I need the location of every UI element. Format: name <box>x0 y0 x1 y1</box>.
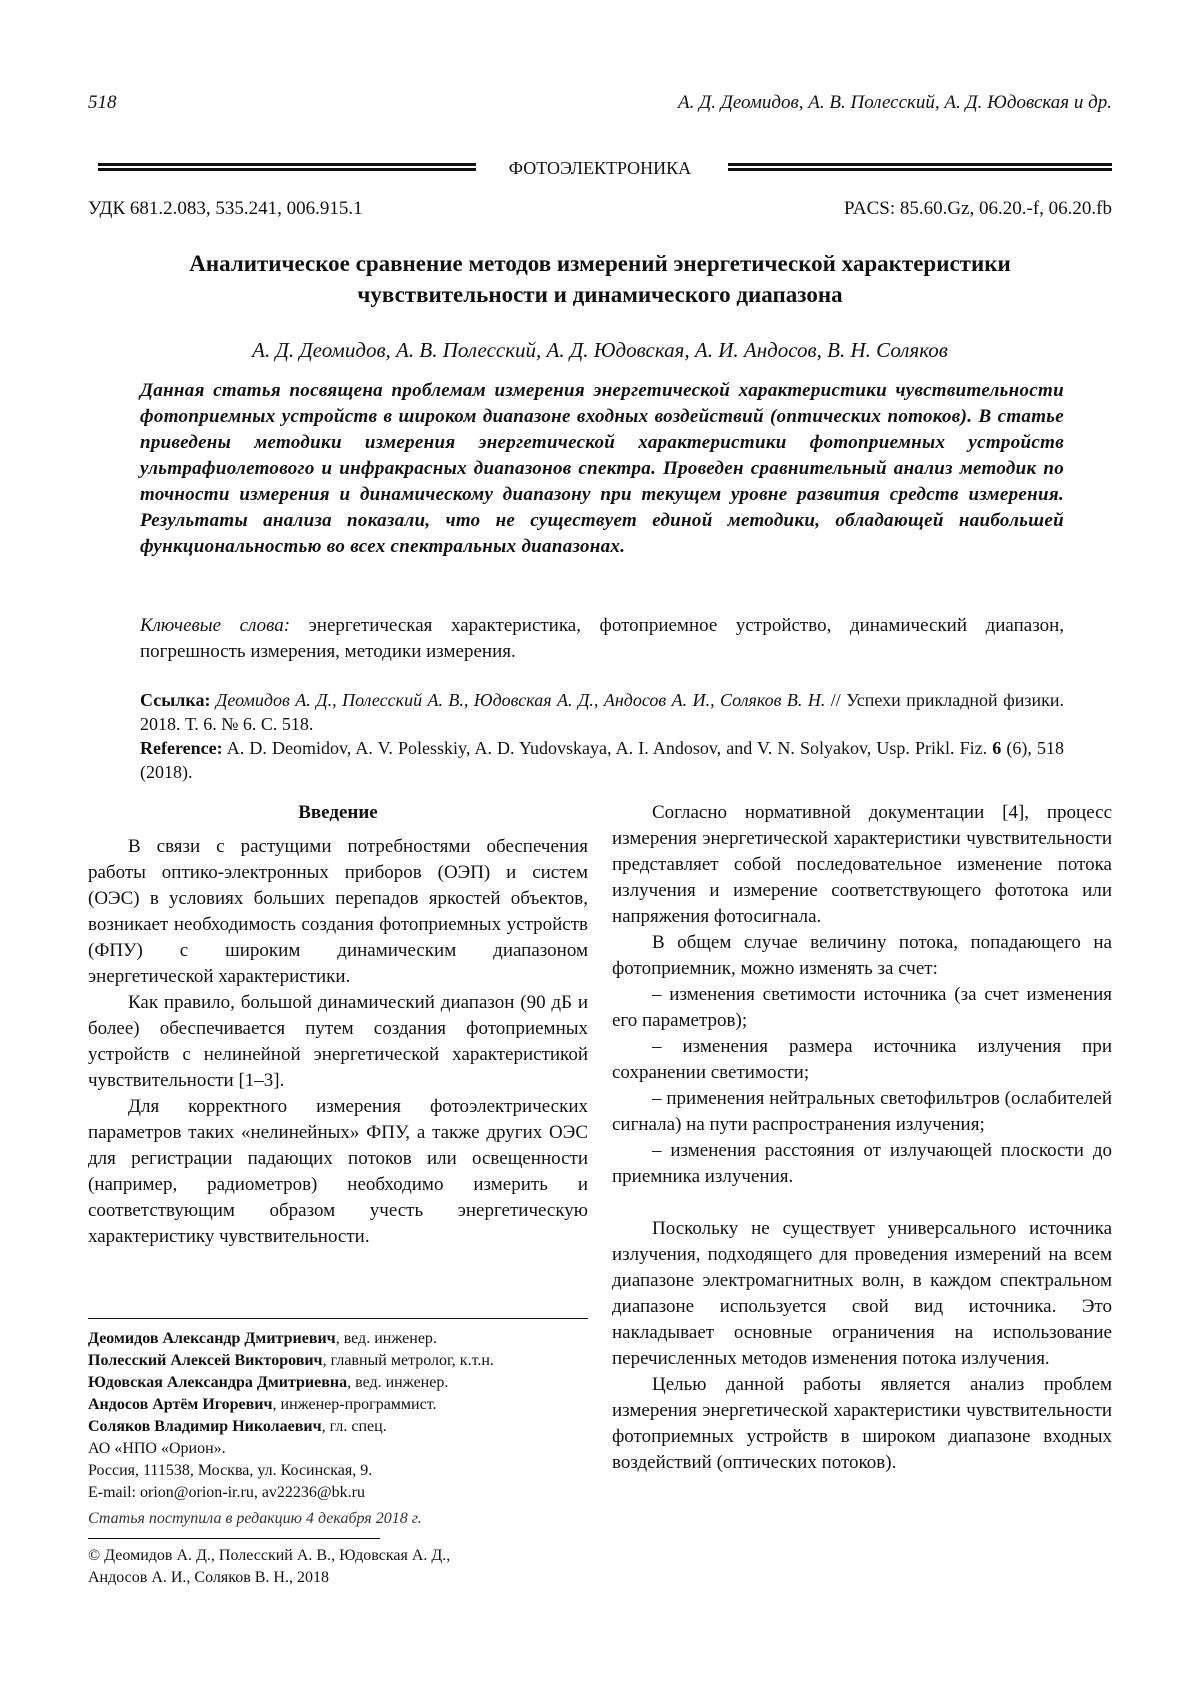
section-title: ФОТОЭЛЕКТРОНИКА <box>0 158 1200 179</box>
citation-ru-authors: Деомидов А. Д., Полесский А. В., Юдовская А. Д., Андосов А. И., Соляков В. Н. <box>210 690 825 710</box>
paragraph: Как правило, большой динамический диапазон (90 дБ и более) обеспечивается путем создания фотоприемных устройств с нелинейной энергетической характеристикой чувствительности [1–3]. <box>88 990 588 1094</box>
abstract: Данная статья посвящена проблемам измерения энергетической характеристики чувствительности фотоприемных устройств в широком диапазоне входных воздействий (оптических потоков). В статье приведены методики измерения энергетической характеристики фотоприемных устройств ультрафиолетового и инфракрасных диапазонов спектра. Проведен сравнительный анализ методик по точности измерения и динамическому диапазону при текущем уровне развития средств измерения. Результаты анализа показали, что не существует единой методики, обладающей наибольшей функциональностью во всех спектральных диапазонах. <box>140 378 1064 560</box>
author-role: , гл. спец. <box>322 1418 387 1435</box>
page-number: 518 <box>88 92 117 114</box>
author-name: Андосов Артём Игоревич <box>88 1396 273 1413</box>
keywords <box>140 613 1064 665</box>
author-role: , вед. инженер. <box>336 1330 437 1347</box>
list-item: – изменения размера источника излучения при сохранении светимости; <box>612 1034 1112 1086</box>
paragraph: Согласно нормативной документации [4], процесс измерения энергетической характеристики чувствительности представляет собой последовательное изменение потока излучения и измерение соответствующего фототока или напряжения фотосигнала. <box>612 800 1112 930</box>
paper-title: Аналитическое сравнение методов измерений энергетической характеристики чувствительности и динамического диапазона <box>100 248 1100 310</box>
author-name: Юдовская Александра Дмитриевна <box>88 1374 347 1391</box>
author-name: Деомидов Александр Дмитриевич <box>88 1330 336 1347</box>
right-column <box>612 800 1112 1476</box>
udk-code: УДК 681.2.083, 535.241, 006.915.1 <box>88 198 363 220</box>
citation-ru-source: // Успехи прикладной физики. 2018. Т. 6. № 6. С. 518. <box>140 690 1064 734</box>
paragraph: В общем случае величину потока, попадающего на фотоприемник, можно изменять за счет: <box>612 930 1112 982</box>
keywords-text: энергетическая характеристика, фотоприемное устройство, динамический диапазон, погрешность измерения, методики измерения. <box>140 615 1064 662</box>
citation-en-volume: 6 <box>992 738 1001 758</box>
intro-heading: Введение <box>88 800 588 826</box>
paragraph: В связи с растущими потребностями обеспечения работы оптико-электронных приборов (ОЭП) и систем (ОЭС) в условиях больших перепадов яркостей объектов, возникает необходимость создания фотоприемных устройств (ФПУ) с широким динамическим диапазоном энергетической характеристики. <box>88 834 588 990</box>
running-header-authors: А. Д. Деомидов, А. В. Полесский, А. Д. Юдовская и др. <box>678 92 1112 114</box>
author-affiliations <box>88 1328 598 1589</box>
citation-en-label: Reference: <box>140 738 223 758</box>
paragraph: Для корректного измерения фотоэлектрических параметров таких «нелинейных» ФПУ, а также других ОЭС для регистрации падающих потоков или освещенности (например, радиометров) необходимо измерить и соответствующим образом учесть энергетическую характеристику чувствительности. <box>88 1094 588 1250</box>
left-column <box>88 800 588 1250</box>
copyright-rule <box>88 1538 380 1539</box>
list-item: – изменения светимости источника (за счет изменения его параметров); <box>612 982 1112 1034</box>
address: Россия, 111538, Москва, ул. Косинская, 9. <box>88 1460 598 1482</box>
author-name: Полесский Алексей Викторович <box>88 1352 323 1369</box>
footnote-rule <box>88 1318 588 1319</box>
citation-en-text: A. D. Deomidov, A. V. Polesskiy, A. D. Yudovskaya, A. I. Andosov, and V. N. Solyakov, Usp. Prikl. Fiz. <box>223 738 993 758</box>
author-name: Соляков Владимир Николаевич <box>88 1418 322 1435</box>
author-role: , вед. инженер. <box>347 1374 448 1391</box>
paragraph: Поскольку не существует универсального источника излучения, подходящего для проведения измерений на всем диапазоне электромагнитных волн, в каждом спектральном диапазоне используется свой вид источника. Это накладывает основные ограничения на использование перечисленных методов изменения потока излучения. <box>612 1216 1112 1372</box>
author-role: , главный метролог, к.т.н. <box>323 1352 494 1369</box>
citation-ru-label: Ссылка: <box>140 690 210 710</box>
citation <box>140 688 1064 784</box>
copyright-line: Андосов А. И., Соляков В. Н., 2018 <box>88 1567 598 1589</box>
paragraph: Целью данной работы является анализ проблем измерения энергетической характеристики чувствительности фотоприемных устройств в широком диапазоне входных воздействий (оптических потоков). <box>612 1372 1112 1476</box>
received-date: Статья поступила в редакцию 4 декабря 2018 г. <box>88 1508 598 1530</box>
keywords-label: Ключевые слова: <box>140 615 290 636</box>
list-item: – изменения расстояния от излучающей плоскости до приемника излучения. <box>612 1138 1112 1190</box>
pacs-code: PACS: 85.60.Gz, 06.20.-f, 06.20.fb <box>844 198 1112 220</box>
email: E-mail: orion@orion-ir.ru, av22236@bk.ru <box>88 1482 598 1504</box>
section-rule-right <box>728 163 1112 171</box>
list-item: – применения нейтральных светофильтров (ослабителей сигнала) на пути распространения излучения; <box>612 1086 1112 1138</box>
citation-en-rest: (6), 518 (2018). <box>140 738 1064 782</box>
author-role: , инженер-программист. <box>273 1396 437 1413</box>
organization: АО «НПО «Орион». <box>88 1438 598 1460</box>
paper-authors: А. Д. Деомидов, А. В. Полесский, А. Д. Юдовская, А. И. Андосов, В. Н. Соляков <box>100 338 1100 363</box>
copyright-line: © Деомидов А. Д., Полесский А. В., Юдовская А. Д., <box>88 1545 598 1567</box>
